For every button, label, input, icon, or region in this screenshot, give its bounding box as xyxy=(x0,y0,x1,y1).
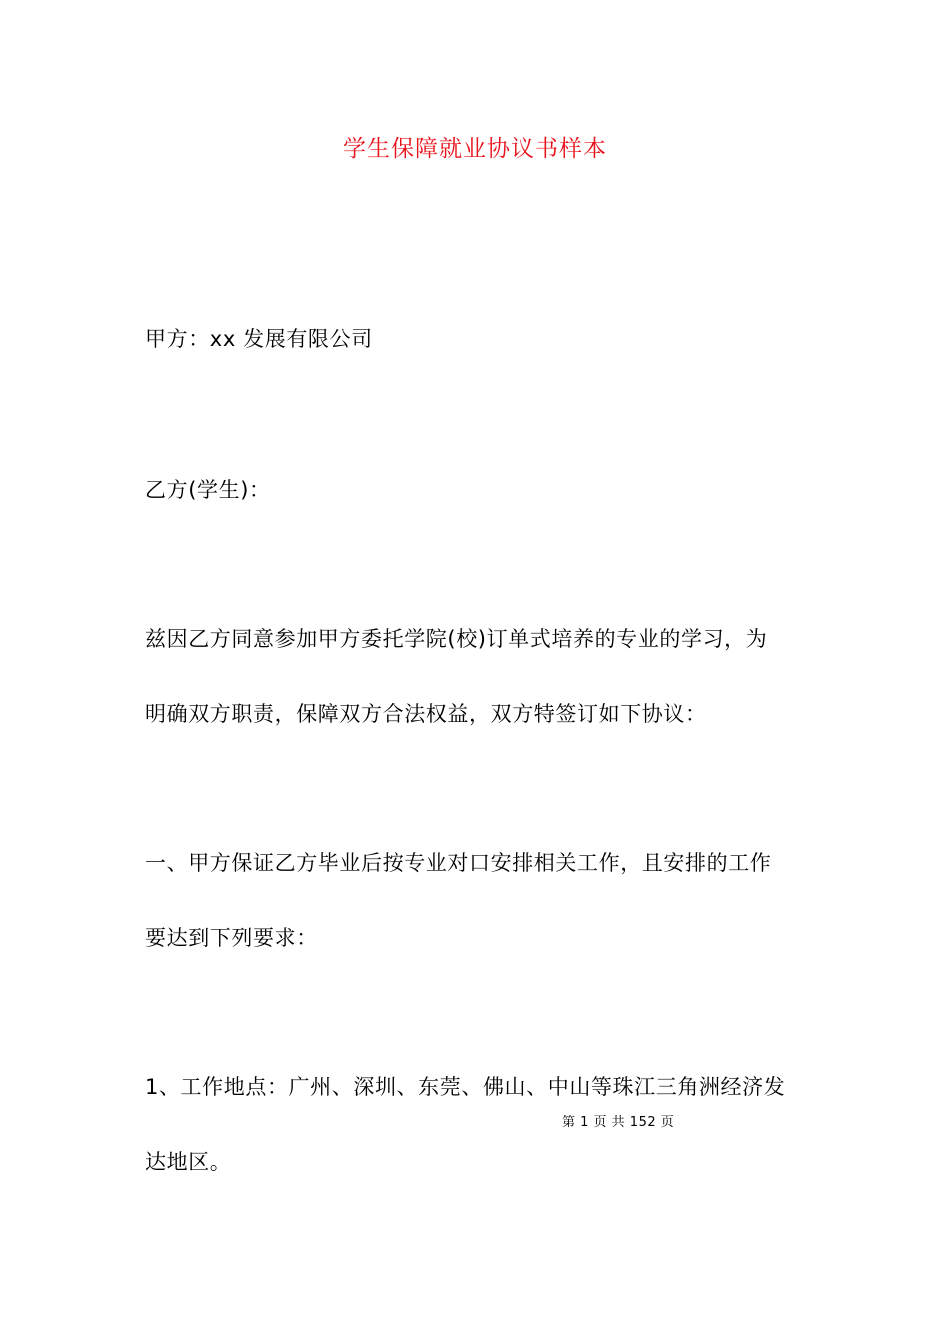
party-b-line: 乙方(学生)： xyxy=(145,478,271,502)
item-1-line-1: 1、工作地点：广州、深圳、东莞、佛山、中山等珠江三角洲经济发 xyxy=(145,1075,786,1099)
item-1-line-2: 达地区。 xyxy=(145,1150,232,1174)
preamble-line-2: 明确双方职责，保障双方合法权益，双方特签订如下协议： xyxy=(145,702,707,726)
page-number-footer: 第 1 页 共 152 页 xyxy=(562,1115,675,1130)
clause-1-line-1: 一、甲方保证乙方毕业后按专业对口安排相关工作，且安排的工作 xyxy=(145,851,772,875)
clause-1-line-2: 要达到下列要求： xyxy=(145,926,318,950)
party-a-line: 甲方：xx 发展有限公司 xyxy=(145,327,373,351)
preamble-line-1: 兹因乙方同意参加甲方委托学院(校)订单式培养的专业的学习，为 xyxy=(145,627,768,651)
document-title: 学生保障就业协议书样本 xyxy=(343,136,607,162)
